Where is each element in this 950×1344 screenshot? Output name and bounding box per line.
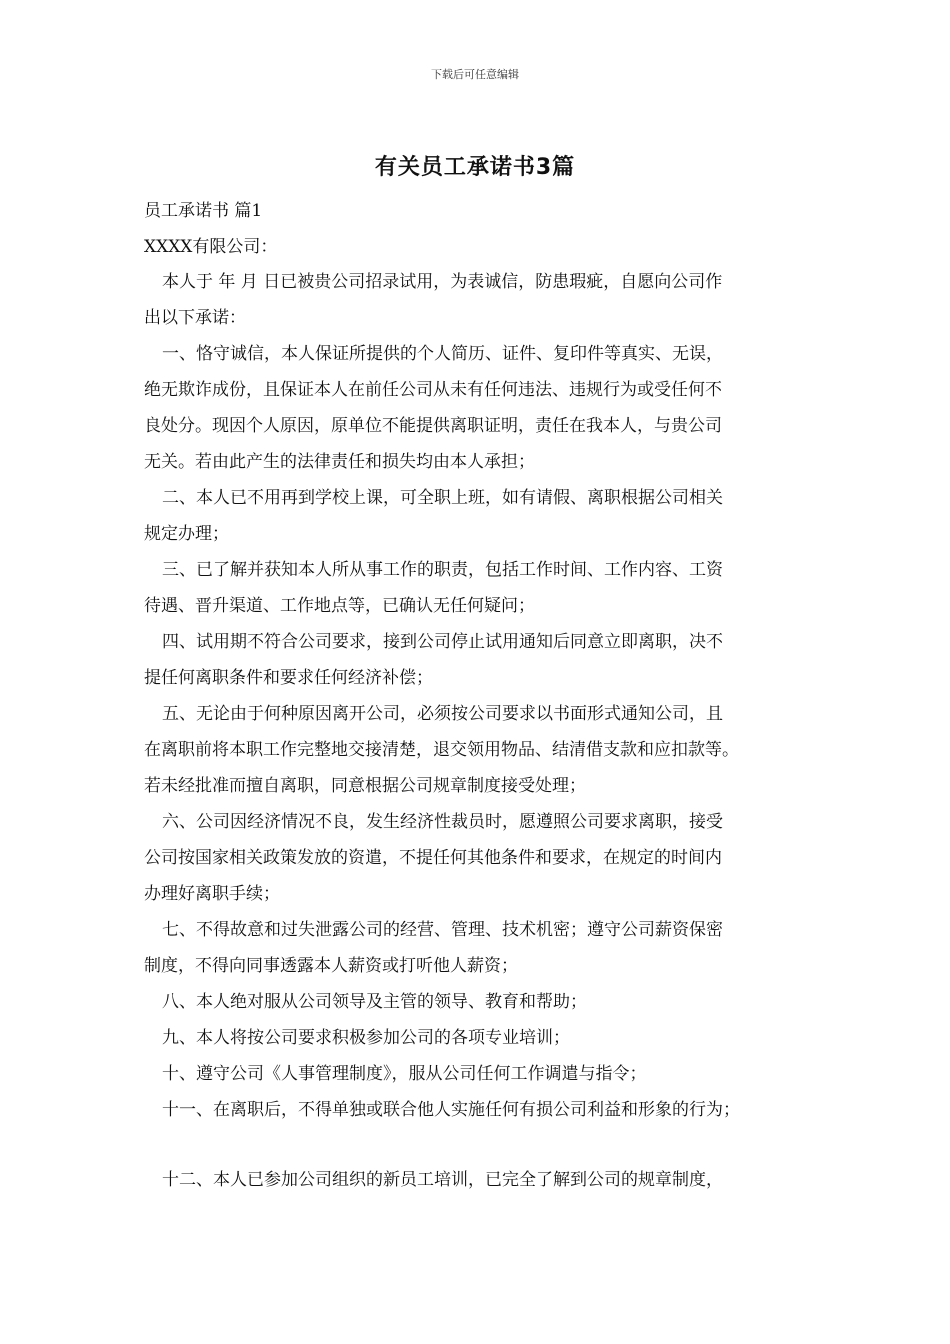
document-title: 有关员工承诺书3篇 bbox=[374, 155, 576, 180]
body-line: 若未经批准而擅自离职，同意根据公司规章制度接受处理； bbox=[144, 776, 586, 796]
header-note: 下载后可任意编辑 bbox=[431, 68, 519, 81]
body-line: 在离职前将本职工作完整地交接清楚，退交领用物品、结清借支款和应扣款等。 bbox=[144, 740, 739, 760]
body-line: 员工承诺书 篇1 bbox=[144, 201, 263, 221]
body-line: XXXX有限公司： bbox=[144, 237, 278, 257]
body-line: 七、不得故意和过失泄露公司的经营、管理、技术机密；遵守公司薪资保密 bbox=[162, 920, 723, 940]
body-line: 本人于 年 月 日已被贵公司招录试用，为表诚信，防患瑕疵，自愿向公司作 bbox=[162, 272, 723, 292]
body-line: 提任何离职条件和要求任何经济补偿； bbox=[144, 668, 433, 688]
body-line: 三、已了解并获知本人所从事工作的职责，包括工作时间、工作内容、工资 bbox=[162, 560, 723, 580]
body-line: 无关。若由此产生的法律责任和损失均由本人承担； bbox=[144, 452, 535, 472]
body-line: 十一、在离职后，不得单独或联合他人实施任何有损公司利益和形象的行为； bbox=[162, 1100, 740, 1120]
body-line: 公司按国家相关政策发放的资遣，不提任何其他条件和要求，在规定的时间内 bbox=[144, 848, 722, 868]
body-line: 二、本人已不用再到学校上课，可全职上班，如有请假、离职根据公司相关 bbox=[162, 488, 723, 508]
body-line: 良处分。现因个人原因，原单位不能提供离职证明，责任在我本人，与贵公司 bbox=[144, 416, 722, 436]
body-line: 绝无欺诈成份，且保证本人在前任公司从未有任何违法、违规行为或受任何不 bbox=[144, 380, 722, 400]
body-line: 四、试用期不符合公司要求，接到公司停止试用通知后同意立即离职，决不 bbox=[162, 632, 723, 652]
body-line: 制度，不得向同事透露本人薪资或打听他人薪资； bbox=[144, 956, 518, 976]
body-line: 出以下承诺： bbox=[144, 308, 246, 328]
body-line: 六、公司因经济情况不良，发生经济性裁员时，愿遵照公司要求离职，接受 bbox=[162, 812, 723, 832]
body-line: 待遇、晋升渠道、工作地点等，已确认无任何疑问； bbox=[144, 596, 535, 616]
body-line: 九、本人将按公司要求积极参加公司的各项专业培训； bbox=[162, 1028, 570, 1048]
body-line: 规定办理； bbox=[144, 524, 229, 544]
body-line: 办理好离职手续； bbox=[144, 884, 280, 904]
body-line: 一、恪守诚信，本人保证所提供的个人简历、证件、复印件等真实、无误， bbox=[162, 344, 723, 364]
body-line: 十、遵守公司《人事管理制度》，服从公司任何工作调遣与指令； bbox=[162, 1064, 647, 1084]
body-line: 十二、本人已参加公司组织的新员工培训，已完全了解到公司的规章制度， bbox=[162, 1170, 723, 1190]
body-line: 五、无论由于何种原因离开公司，必须按公司要求以书面形式通知公司，且 bbox=[162, 704, 723, 724]
body-line: 八、本人绝对服从公司领导及主管的领导、教育和帮助； bbox=[162, 992, 587, 1012]
